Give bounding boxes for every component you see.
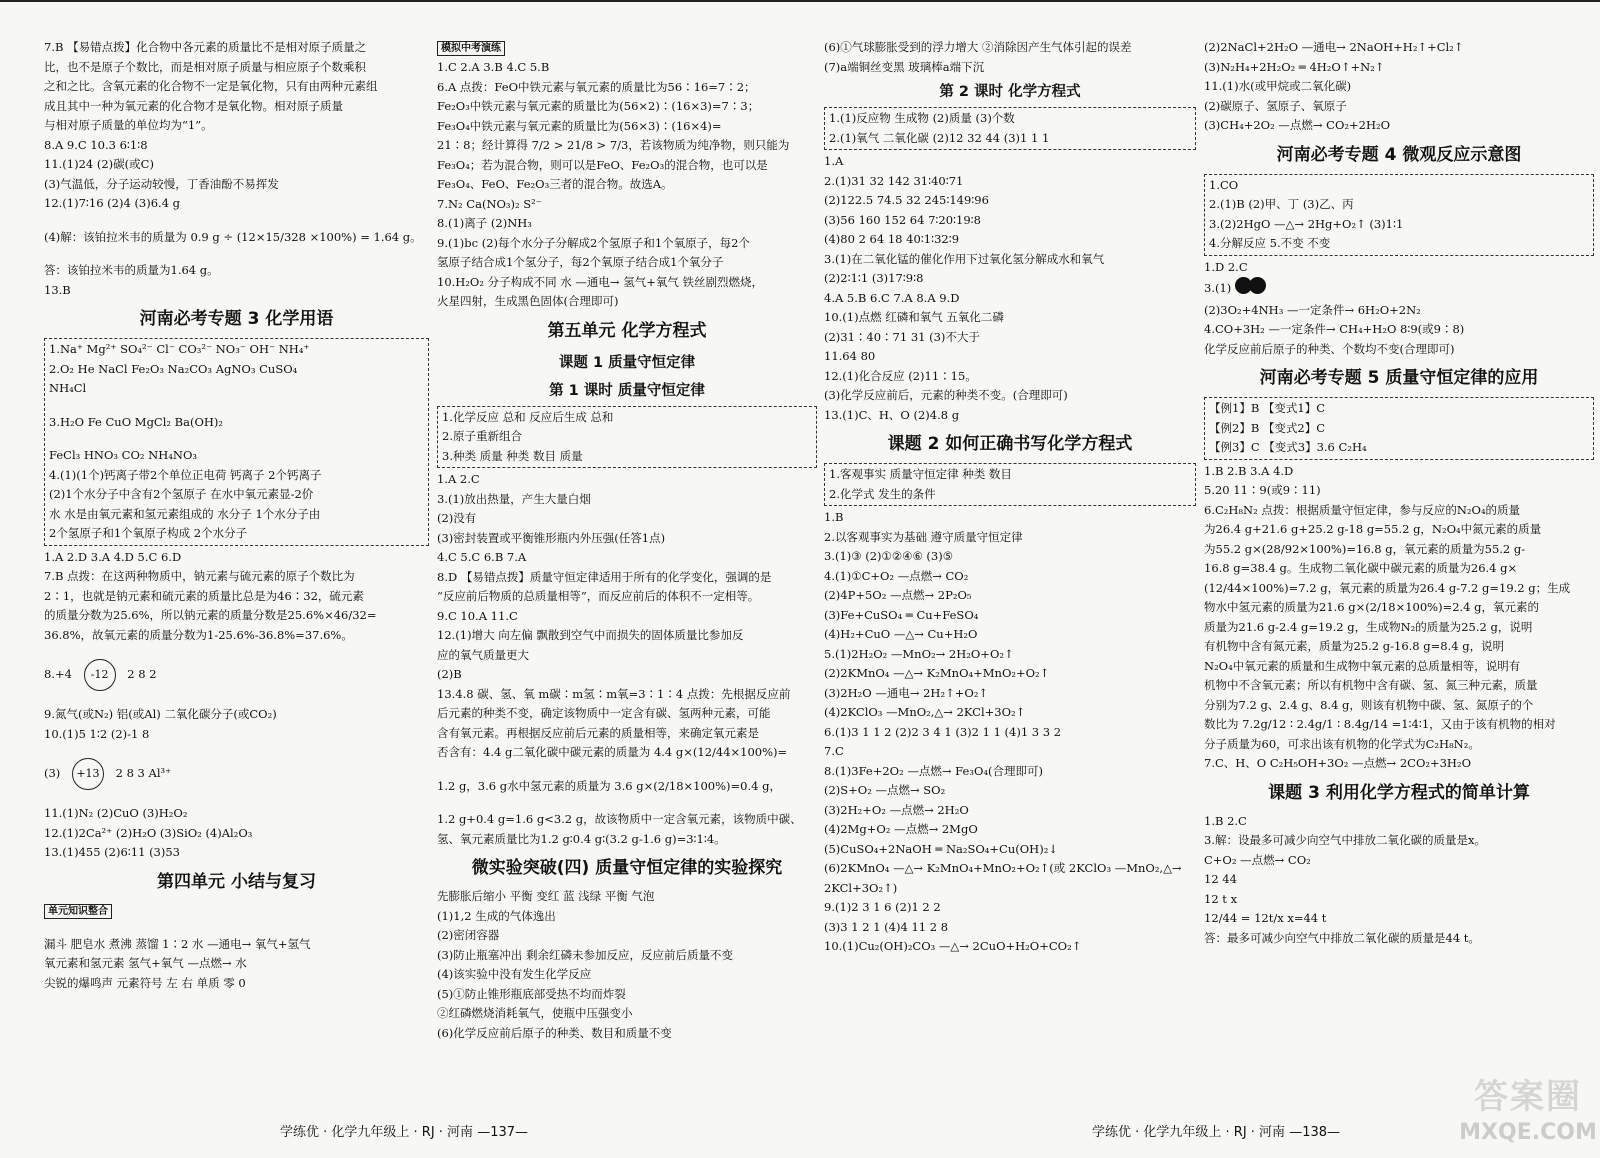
equation-line: (3)2H₂+O₂ —点燃→ 2H₂O — [824, 802, 969, 817]
answer-line: 尖锐的爆鸣声 元素符号 左 右 单质 零 0 — [44, 975, 246, 990]
answer-line: 3.解：设最多可减少向空气中排放二氧化碳的质量是x。 — [1204, 833, 1486, 847]
answer-line: 3.(1)在二氧化锰的催化作用下过氧化氢分解成水和氧气 — [824, 251, 1105, 266]
answer-line: 火星四射，生成黑色固体(合理即可) — [437, 294, 619, 308]
equation-line: 2KCl+3O₂↑) — [824, 880, 898, 895]
answer-line: (7)a端铜丝变黑 玻璃棒a端下沉 — [824, 59, 985, 74]
answer-line: (12/44×100%)=7.2 g，氧元素的质量为26.4 g-7.2 g=19.2 g；生成 — [1204, 580, 1571, 595]
page-footer-left: 学练优 · 化学九年级上 · RJ · 河南 —137— — [280, 1125, 529, 1140]
answer-line: 物水中氢元素的质量为21.6 g×(2/18×100%)=2.4 g，氧元素的 — [1204, 600, 1540, 614]
atom-structure-line — [44, 758, 429, 790]
answer-line: 6.(1)3 1 1 2 (2)2 3 4 1 (3)2 1 1 (4)1 3 3 2 — [824, 724, 1062, 739]
lesson-heading: 课题 2 如何正确书写化学方程式 — [887, 434, 1133, 454]
answer-line: (3)56 160 152 64 7∶20∶19∶8 — [824, 212, 981, 227]
answer-line: 13.4.8 碳、氢、氧 m碳∶m氢∶m氧=3∶1∶4 点拨：先根据反应前 — [437, 686, 791, 701]
molecule-line — [1204, 277, 1594, 301]
period-heading: 第 2 课时 化学方程式 — [939, 84, 1081, 100]
electron-shells: 2 8 2 — [127, 667, 157, 681]
column-2 — [437, 38, 817, 1043]
answer-line: 1.化学反应 总和 反应后生成 总和 — [442, 409, 614, 424]
answer-line: 12.(1)化合反应 (2)11∶15。 — [824, 368, 977, 383]
equation-line: 4.(1)①C+O₂ —点燃→ CO₂ — [824, 568, 969, 583]
answer-line: Fe₂O₃中铁元素与氧元素的质量比为(56×2)∶(16×3)=7∶3； — [437, 99, 760, 113]
answer-line: (2)31∶40∶71 31 (3)不大于 — [824, 329, 980, 344]
answer-line: 6.A 点拨：FeO中铁元素与氧元素的质量比为56∶16=7∶2； — [437, 79, 756, 94]
answer-line: NH₄Cl — [49, 381, 87, 395]
column-3 — [824, 38, 1196, 957]
answer-line: 水 水是由氧元素和氢元素组成的 水分子 1个水分子由 — [49, 506, 321, 521]
answer-line: “反应前后物质的总质量相等”，而反应前后的体积不一定相等。 — [437, 589, 760, 603]
equation-line: (4)H₂+CuO —△→ Cu+H₂O — [824, 627, 978, 641]
equation-line: 3.(2)2HgO —△→ 2Hg+O₂↑ (3)1∶1 — [1209, 216, 1404, 231]
answer-line: (3)密封装置或平衡锥形瓶内外压强(任答1点) — [437, 530, 666, 545]
answer-line: 8.A 9.C 10.3 6∶1∶8 — [44, 137, 148, 152]
answer-line: 8.(1)离子 (2)NH₃ — [437, 216, 532, 230]
answer-line: 16.8 g=38.4 g。生成物二氧化碳中碳元素的质量为26.4 g× — [1204, 561, 1518, 575]
watermark-url: MXQE.COM — [1459, 1120, 1597, 1145]
nucleus-icon: -12 — [84, 659, 116, 691]
answer-line: 3.种类 质量 种类 数目 质量 — [442, 448, 583, 463]
answer-line: 先膨胀后缩小 平衡 变红 蓝 浅绿 平衡 气泡 — [437, 889, 655, 903]
equation-line: 10.(1)Cu₂(OH)₂CO₃ —△→ 2CuO+H₂O+CO₂↑ — [824, 939, 1082, 953]
answer-line: 答：最多可减少向空气中排放二氧化碳的质量是44 t。 — [1204, 930, 1480, 945]
answer-line: 7.C — [824, 744, 844, 758]
answer-line: 氧元素和氢元素 氢气+氧气 —点燃→ 水 — [44, 956, 247, 970]
equation-line: (3)N₂H₄+2H₂O₂ ═ 4H₂O↑+N₂↑ — [1204, 59, 1385, 74]
equation-line: (2)2KMnO₄ —△→ K₂MnO₄+MnO₂+O₂↑ — [824, 666, 1050, 680]
answer-line: 13.B — [44, 282, 71, 297]
answer-line: 1.2 g+0.4 g=1.6 g<3.2 g，故该物质中一定含氧元素，该物质中碳、 — [437, 812, 802, 826]
answer-line: 化学反应前后原子的种类、个数均不变(合理即可) — [1204, 341, 1455, 356]
answer-line: 4.A 5.B 6.C 7.A 8.A 9.D — [824, 290, 960, 305]
answer-line: (4)80 2 64 18 40∶1∶32∶9 — [824, 232, 960, 246]
answer-line: 1.B 2.C — [1204, 813, 1247, 828]
molecule-icon — [1235, 277, 1263, 301]
answer-line: 6.C₂H₈N₂ 点拨：根据质量守恒定律，参与反应的N₂O₄的质量 — [1204, 502, 1521, 517]
answer-line: 氢、氧元素质量比为1.2 g∶0.4 g∶(3.2 g-1.6 g)=3∶1∶4。 — [437, 831, 726, 846]
page-footer-right: 学练优 · 化学九年级上 · RJ · 河南 —138— — [1092, 1125, 1341, 1140]
answer-line: 漏斗 肥皂水 煮沸 蒸馏 1∶2 水 —通电→ 氧气+氢气 — [44, 936, 311, 951]
equation-line: (2)4P+5O₂ —点燃→ 2P₂O₅ — [824, 588, 972, 602]
answer-box — [1204, 174, 1594, 256]
answer-line: 11.(1)水(或甲烷或二氧化碳) — [1204, 79, 1352, 93]
answer-line: 【例1】B 【变式1】C — [1209, 401, 1326, 415]
answer-line: 8.D 【易错点拨】质量守恒定律适用于所有的化学变化，强调的是 — [437, 569, 772, 584]
equation-line: (2)S+O₂ —点燃→ SO₂ — [824, 783, 946, 797]
answer-line: 2.(1)31 32 142 31∶40∶71 — [824, 173, 964, 188]
answer-line: 1.(1)反应物 生成物 (2)质量 (3)个数 — [829, 111, 1015, 125]
answer-line: 3.(1)③ (2)①②④⑥ (3)⑤ — [824, 549, 954, 563]
answer-line: (3)化学反应前后，元素的种类不变。(合理即可) — [824, 388, 1068, 402]
answer-line: 1.A 2.C — [437, 472, 480, 486]
answer-line: (2)没有 — [437, 511, 477, 525]
answer-line: 为55.2 g×(28/92×100%)=16.8 g，氧元素的质量为55.2 g- — [1204, 541, 1526, 556]
column-4 — [1204, 38, 1594, 948]
answer-line: Fe₃O₄；若为混合物，则可以是FeO、Fe₂O₃的混合物，也可以是 — [437, 157, 768, 172]
answer-line: 2.O₂ He NaCl Fe₂O₃ Na₂CO₃ AgNO₃ CuSO₄ — [49, 361, 298, 376]
answer-line: 9.氮气(或N₂) 铝(或Al) 二氧化碳分子(或CO₂) — [44, 707, 277, 721]
equation-line: C+O₂ —点燃→ CO₂ — [1204, 852, 1311, 867]
answer-line: 21∶8；经计算得 7/2 > 21/8 > 7/3，若该物质为纯净物，则只能为 — [437, 138, 790, 152]
answer-line: 答：该铂拉米韦的质量为1.64 g。 — [44, 263, 219, 277]
watermark-logo — [1458, 1075, 1598, 1153]
answer-line: 1.2 g，3.6 g水中氢元素的质量为 3.6 g×(2/18×100%)=0.4 g， — [437, 778, 781, 793]
answer-line: 与相对原子质量的单位均为“1”。 — [44, 118, 213, 132]
answer-line: 的质量分数为25.6%，所以钠元素的质量分数是25.6%×46/32= — [44, 608, 377, 622]
answer-line: 5.20 11∶9(或9∶11) — [1204, 483, 1321, 497]
answer-line: 为26.4 g+21.6 g+25.2 g-18 g=55.2 g，N₂O₄中氮元素的质量 — [1204, 522, 1542, 536]
equation-line: (5)CuSO₄+2NaOH ═ Na₂SO₄+Cu(OH)₂↓ — [824, 841, 1058, 856]
answer-line: (5)①防止锥形瓶底部受热不均而炸裂 — [437, 986, 626, 1001]
atom-structure-line — [44, 659, 429, 691]
answer-line: 氢原子结合成1个氢分子，每2个氧原子结合成1个氧分子 — [437, 255, 724, 269]
answer-line: 2.(1)氧气 二氧化碳 (2)12 32 44 (3)1 1 1 — [829, 130, 1050, 145]
answer-line: 9.(1)bc (2)每个水分子分解成2个氢原子和1个氧原子，每2个 — [437, 235, 750, 250]
answer-line: (2)密闭容器 — [437, 928, 500, 942]
equation-line: 4.CO+3H₂ —一定条件→ CH₄+H₂O 8∶9(或9∶8) — [1204, 322, 1465, 336]
answer-text: (3) — [44, 766, 61, 780]
answer-line: 2∶1，也就是钠元素和硫元素的质量比总是为46∶32，硫元素 — [44, 588, 364, 603]
answer-line: 成且其中一种为氧元素的化合物才是氧化物。相对原子质量 — [44, 98, 343, 113]
lesson-heading: 课题 1 质量守恒定律 — [558, 354, 696, 371]
answer-line: 7.B 点拨：在这两种物质中，钠元素与硫元素的原子个数比为 — [44, 569, 355, 583]
equation-line: (3)CH₄+2O₂ —点燃→ CO₂+2H₂O — [1204, 118, 1391, 132]
equation-line: (4)2KClO₃ —MnO₂,△→ 2KCl+3O₂↑ — [824, 705, 1026, 719]
answer-line: 数比为 7.2g/12 ∶ 2.4g/1 ∶ 8.4g/14 =1∶4∶1，又由于该有机物的相对 — [1204, 717, 1556, 731]
answer-line: (2)122.5 74.5 32 245∶149∶96 — [824, 193, 989, 207]
answer-box — [824, 107, 1196, 150]
answer-line: 1.CO — [1209, 177, 1239, 192]
answer-line: ②红磷燃烧消耗氧气，使瓶中压强变小 — [437, 1006, 633, 1020]
answer-line: (2)碳原子、氢原子、氧原子 — [1204, 98, 1347, 113]
answer-line: 12.(1)7∶16 (2)4 (3)6.4 g — [44, 196, 181, 210]
equation-line: (3)Fe+CuSO₄ ═ Cu+FeSO₄ — [824, 607, 979, 622]
answer-line: FeCl₃ HNO₃ CO₂ NH₄NO₃ — [49, 448, 197, 462]
answer-line: 后元素的种类不变，确定该物质中一定含有碳、氢两种元素，可能 — [437, 706, 771, 720]
answer-line: 12 44 — [1204, 872, 1237, 886]
lesson-heading: 课题 3 利用化学方程式的简单计算 — [1268, 782, 1530, 803]
answer-line: 4.分解反应 5.不变 不变 — [1209, 236, 1331, 250]
answer-box — [824, 463, 1196, 506]
electron-shells: 2 8 3 Al³⁺ — [115, 766, 172, 780]
answer-line: 有机物中含有氮元素，质量为25.2 g-16.8 g=8.4 g，说明 — [1204, 639, 1505, 653]
section-tag: 单元知识整合 — [44, 904, 112, 919]
nucleus-icon: +13 — [72, 758, 104, 790]
answer-line: (1)1,2 生成的气体逸出 — [437, 908, 556, 923]
period-heading: 第 1 课时 质量守恒定律 — [549, 382, 705, 399]
answer-line: 2.(1)B (2)甲、丁 (3)乙、丙 — [1209, 197, 1354, 211]
answer-line: 12 t x — [1204, 891, 1238, 906]
section-heading: 河南必考专题 5 质量守恒定律的应用 — [1259, 368, 1539, 388]
answer-line: (3)防止瓶塞冲出 剩余红磷未参加反应，反应前后质量不变 — [437, 947, 733, 962]
answer-line: 【例3】C 【变式3】3.6 C₂H₄ — [1209, 440, 1367, 454]
answer-line: 7.B 【易错点拨】化合物中各元素的质量比不是相对原子质量之 — [44, 40, 367, 54]
answer-line: 机物中不含氧元素；所以有机物中含有碳、氢、氮三种元素，质量 — [1204, 678, 1538, 692]
section-heading: 微实验突破(四) 质量守恒定律的实验探究 — [471, 858, 783, 878]
section-heading: 河南必考专题 4 微观反应示意图 — [1276, 144, 1522, 165]
answer-line: 2.原子重新组合 — [442, 429, 522, 443]
answer-line: 2.化学式 发生的条件 — [829, 486, 936, 501]
answer-line: 1.B — [824, 510, 844, 524]
answer-line: 12.(1)2Ca²⁺ (2)H₂O (3)SiO₂ (4)Al₂O₃ — [44, 825, 253, 840]
answer-line: 质量为21.6 g-2.4 g=19.2 g，生成物N₂的质量为25.2 g，说明 — [1204, 619, 1533, 634]
answer-line: 11.(1)N₂ (2)CuO (3)H₂O₂ — [44, 806, 188, 820]
equation-line: (3)2H₂O —通电→ 2H₂↑+O₂↑ — [824, 685, 989, 700]
section-tag: 模拟中考演练 — [437, 41, 505, 56]
answer-text: 8.+4 — [44, 667, 72, 681]
answer-line: 7.N₂ Ca(NO₃)₂ S²⁻ — [437, 196, 542, 211]
answer-line: 12.(1)增大 向左偏 飘散到空气中而损失的固体质量比参加反 — [437, 628, 744, 642]
answer-line: (3)气温低，分子运动较慢，丁香油酚不易挥发 — [44, 176, 279, 191]
answer-line: 否含有：4.4 g二氧化碳中碳元素的质量为 4.4 g×(12/44×100%)= — [437, 745, 788, 759]
answer-line: 13.(1)C、H、O (2)4.8 g — [824, 407, 960, 422]
answer-line: (4)解：该铂拉米韦的质量为 0.9 g ÷ (12×15/328 ×100%) = 1.64 g。 — [44, 229, 422, 244]
answer-line: 4.C 5.C 6.B 7.A — [437, 550, 527, 564]
answer-line: 1.Na⁺ Mg²⁺ SO₄²⁻ Cl⁻ CO₃²⁻ NO₃⁻ OH⁻ NH₄⁺ — [49, 342, 310, 356]
answer-line: 1.D 2.C — [1204, 259, 1248, 274]
equation-line: (2)3O₂+4NH₃ —一定条件→ 6H₂O+2N₂ — [1204, 302, 1421, 317]
answer-line: (2)1个水分子中含有2个氢原子 在水中氧元素显-2价 — [49, 487, 314, 501]
equation-line: 7.C、H、O C₂H₅OH+3O₂ —点燃→ 2CO₂+3H₂O — [1204, 756, 1471, 770]
answer-box — [437, 406, 817, 469]
answer-line: Fe₃O₄、FeO、Fe₂O₃三者的混合物。故选A。 — [437, 177, 673, 191]
answer-line: 10.H₂O₂ 分子构成不同 水 —通电→ 氢气+氧气 铁丝剧烈燃烧， — [437, 274, 764, 289]
answer-line: (4)该实验中没有发生化学反应 — [437, 967, 592, 981]
answer-line: 比，也不是原子个数比，而是相对原子质量与相应原子个数乘积 — [44, 59, 366, 74]
answer-line: 9.C 10.A 11.C — [437, 608, 518, 623]
answer-line: (6)化学反应前后原子的种类、数目和质量不变 — [437, 1025, 672, 1040]
atom-dot — [1249, 277, 1266, 294]
answer-line: 含有氧元素。再根据反应前后元素的质量相等，来确定氧元素是 — [437, 725, 759, 740]
answer-line: 11.(1)24 (2)碳(或C) — [44, 157, 154, 171]
answer-line: (6)①气球膨胀受到的浮力增大 ②消除因产生气体引起的误差 — [824, 40, 1132, 54]
answer-line: 分别为7.2 g、2.4 g、8.4 g，则该有机物中碳、氢、氮原子的个 — [1204, 697, 1534, 712]
answer-line: 3.H₂O Fe CuO MgCl₂ Ba(OH)₂ — [49, 414, 224, 429]
unit-heading: 第五单元 化学方程式 — [547, 320, 707, 341]
equation-line: (4)2Mg+O₂ —点燃→ 2MgO — [824, 822, 978, 836]
answer-line: 分子质量为60，可求出该有机物的化学式为C₂H₈N₂。 — [1204, 736, 1480, 751]
answer-line: N₂O₄中氧元素的质量和生成物中氧元素的总质量相等，说明有 — [1204, 658, 1521, 673]
answer-text: 3.(1) — [1204, 280, 1232, 295]
answer-line: 10.(1)点燃 红磷和氧气 五氧化二磷 — [824, 310, 1004, 324]
section-heading: 河南必考专题 3 化学用语 — [139, 309, 334, 329]
equation-line: (2)2NaCl+2H₂O —通电→ 2NaOH+H₂↑+Cl₂↑ — [1204, 40, 1464, 54]
answer-line: 1.客观事实 质量守恒定律 种类 数目 — [829, 467, 1012, 481]
equation-line: (6)2KMnO₄ —△→ K₂MnO₄+MnO₂+O₂↑(或 2KClO₃ —MnO₂,△→ — [824, 861, 1182, 875]
answer-line: 1.A — [824, 154, 844, 168]
answer-line: 11.64 80 — [824, 349, 876, 363]
answer-line: (2)B — [437, 667, 462, 681]
answer-line: 【例2】B 【变式2】C — [1209, 420, 1326, 435]
answer-box — [1204, 397, 1594, 460]
answer-line: 应的氧气质量更大 — [437, 647, 529, 662]
answer-line: Fe₃O₄中铁元素与氧元素的质量比为(56×3)∶(16×4)= — [437, 118, 722, 133]
answer-line: 1.B 2.B 3.A 4.D — [1204, 463, 1294, 478]
answer-line: 2.以客观事实为基础 遵守质量守恒定律 — [824, 529, 1023, 544]
answer-line: 1.A 2.D 3.A 4.D 5.C 6.D — [44, 549, 182, 564]
top-border — [0, 0, 1600, 2]
equation-line: 8.(1)3Fe+2O₂ —点燃→ Fe₃O₄(合理即可) — [824, 763, 1043, 778]
answer-line: (2)2∶1∶1 (3)17∶9∶8 — [824, 271, 924, 285]
column-1 — [44, 38, 429, 993]
answer-line: 9.(1)2 3 1 6 (2)1 2 2 — [824, 900, 941, 914]
answer-line: 2个氢原子和1个氧原子构成 2个水分子 — [49, 526, 248, 540]
answer-line: 36.8%，故氧元素的质量分数为1-25.6%-36.8%=37.6%。 — [44, 627, 353, 642]
answer-line: 3.(1)放出热量，产生大量白烟 — [437, 491, 591, 506]
answer-line: 10.(1)5 1∶2 (2)-1 8 — [44, 726, 150, 741]
answer-line: 4.(1)(1个)钙离子带2个单位正电荷 钙离子 2个钙离子 — [49, 467, 322, 482]
section-heading: 第四单元 小结与复习 — [157, 871, 316, 892]
answer-line: 之和之比。含氧元素的化合物不一定是氧化物，只有由两种元素组 — [44, 79, 378, 93]
answer-box — [44, 338, 429, 546]
watermark-text: 答案圈 — [1474, 1077, 1582, 1117]
answer-line: 12/44 = 12t/x x=44 t — [1204, 911, 1327, 925]
answer-line: 1.C 2.A 3.B 4.C 5.B — [437, 60, 550, 74]
equation-line: 5.(1)2H₂O₂ —MnO₂→ 2H₂O+O₂↑ — [824, 646, 1014, 661]
answer-line: 13.(1)455 (2)6∶11 (3)53 — [44, 845, 180, 859]
answer-line: (3)3 1 2 1 (4)4 11 2 8 — [824, 919, 949, 934]
